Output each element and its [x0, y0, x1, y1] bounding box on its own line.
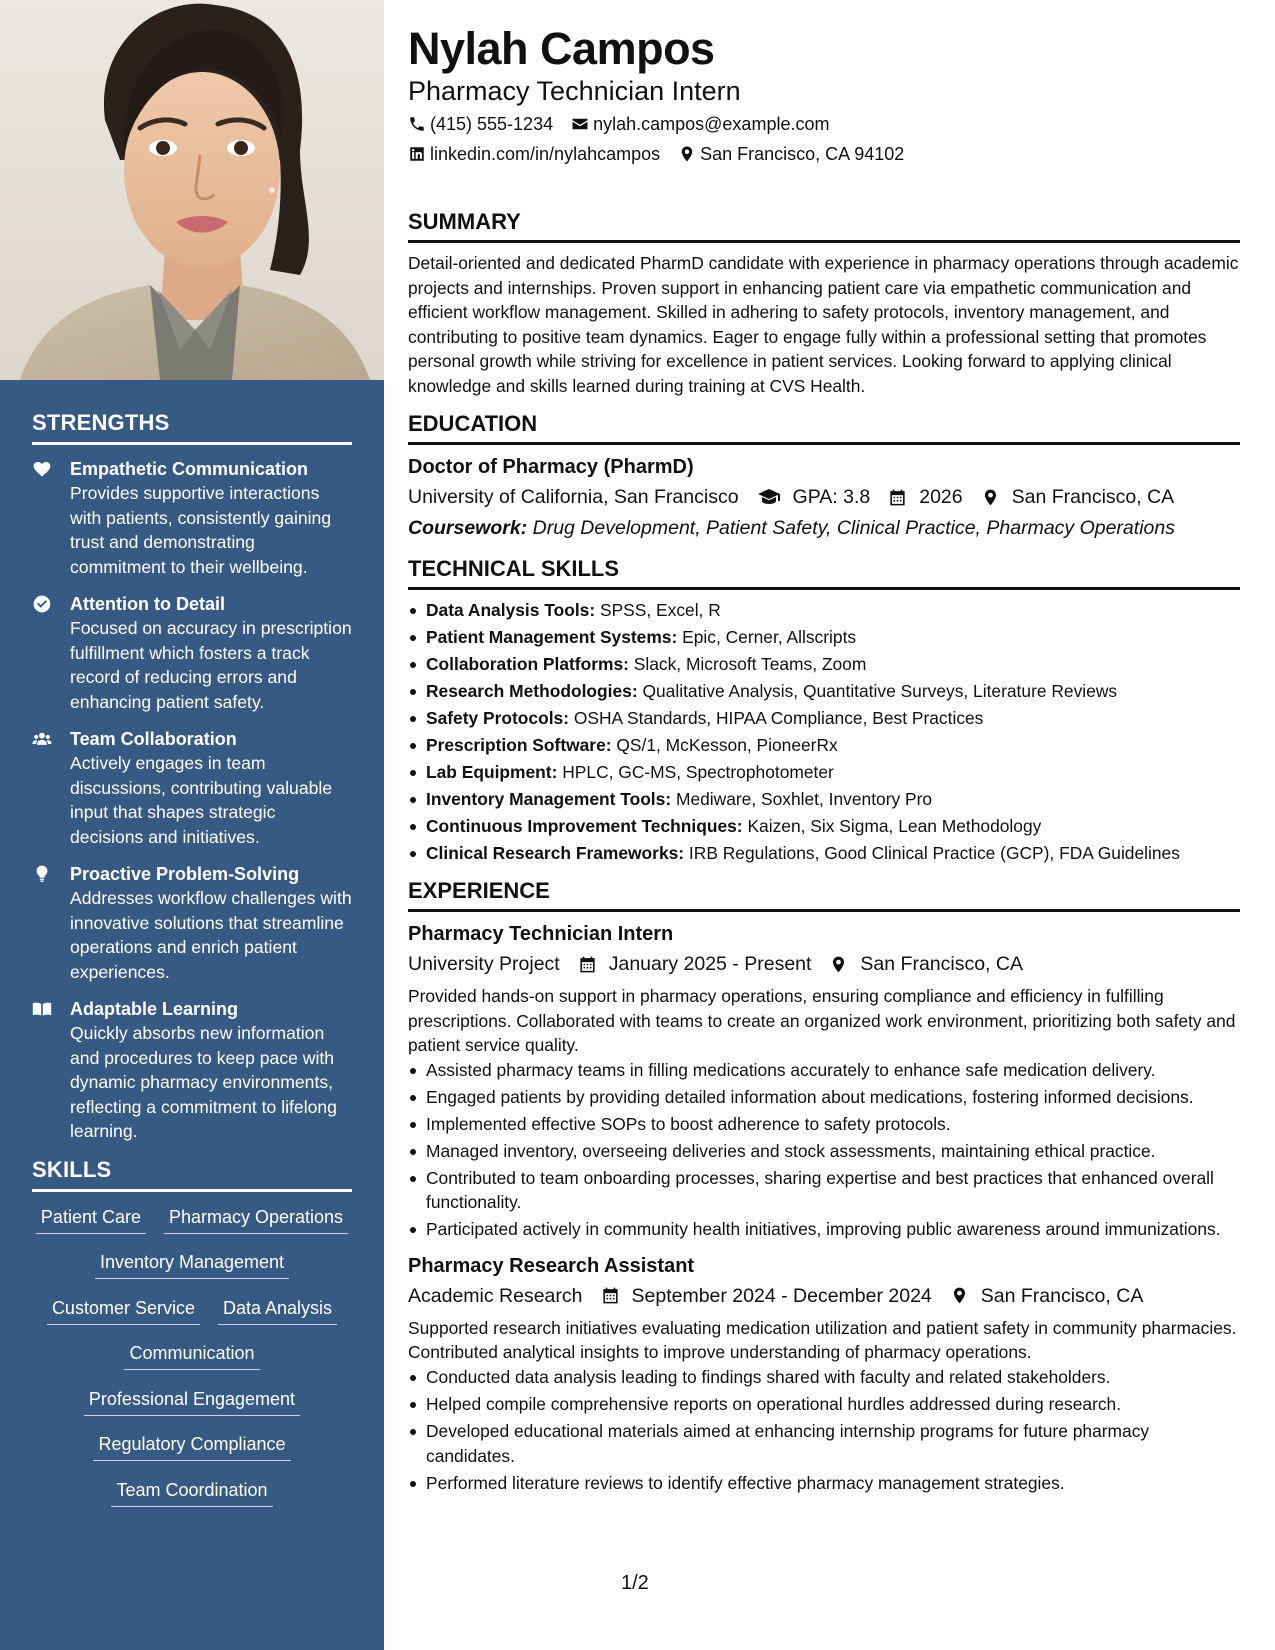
envelope-icon — [571, 115, 589, 133]
job-meta — [408, 1280, 1240, 1312]
strength-title: Team Collaboration — [70, 729, 237, 749]
list-item: Helped compile comprehensive reports on operational hurdles addressed during research. — [408, 1392, 1240, 1417]
sidebar — [0, 0, 384, 1650]
job-dates: September 2024 - December 2024 — [631, 1284, 932, 1307]
skill-category: Patient Management Systems: — [426, 627, 678, 647]
job-location: San Francisco, CA — [980, 1284, 1144, 1307]
contact-row — [408, 140, 1240, 168]
candidate-title: Pharmacy Technician Intern — [408, 76, 741, 106]
list-item: Managed inventory, overseeing deliveries and stock assessments, maintaining ethical practice. — [408, 1139, 1240, 1164]
summary-section — [408, 208, 1240, 398]
strength-description: Quickly absorbs new information and procedures to keep pace with dynamic pharmacy environments, reflecting a commitment to lifelong learning. — [70, 1023, 337, 1141]
list-item: Conducted data analysis leading to findings shared with faculty and related stakeholders. — [408, 1365, 1240, 1390]
strength-description: Actively engages in team discussions, contributing valuable input that shapes strategic decisions and initiatives. — [70, 753, 333, 847]
skill-values: Slack, Microsoft Teams, Zoom — [633, 654, 867, 674]
page-number: 1/2 — [621, 1572, 649, 1594]
skill-values: Epic, Cerner, Allscripts — [682, 627, 857, 647]
strength-description: Addresses workflow challenges with innovative solutions that streamline operations and enrich patient experiences. — [70, 888, 352, 982]
experience-section — [408, 877, 1240, 1495]
strength-title: Empathetic Communication — [70, 459, 309, 479]
profile-photo-illustration — [0, 0, 384, 380]
strength-title: Proactive Problem-Solving — [70, 864, 300, 884]
list-item — [408, 625, 1240, 649]
linkedin-icon — [408, 145, 426, 163]
list-item — [408, 733, 1240, 757]
contact-row — [408, 110, 1240, 138]
skill-tag: Team Coordination — [111, 1477, 272, 1507]
list-item: Assisted pharmacy teams in filling medications accurately to enhance safe medication delivery. — [408, 1058, 1240, 1083]
skill-category: Prescription Software: — [426, 735, 612, 755]
list-item — [408, 652, 1240, 676]
job-bullets — [408, 1058, 1240, 1242]
summary-heading: SUMMARY — [408, 208, 1240, 243]
coursework-list: Drug Development, Patient Safety, Clinical Practice, Pharmacy Operations — [532, 517, 1175, 539]
job-description: Provided hands-on support in pharmacy operations, ensuring compliance and efficiency in fulfilling prescriptions. Collaborated with teams to create an organized work environment, prioritizing both safety and patient service quality. — [408, 986, 1236, 1055]
job-bullets — [408, 1365, 1240, 1495]
phone-text: (415) 555-1234 — [430, 114, 554, 134]
strengths-heading: STRENGTHS — [32, 410, 352, 445]
job-meta — [408, 948, 1240, 980]
job-title: Pharmacy Technician Intern — [408, 923, 674, 945]
technical-skills-section — [408, 555, 1240, 865]
location-contact — [678, 140, 904, 168]
skill-tag: Customer Service — [47, 1295, 200, 1325]
strength-description: Provides supportive interactions with patients, consistently gaining trust and demonstrating commitment to their wellbeing. — [70, 483, 332, 577]
skills-list — [32, 1204, 352, 1523]
sidebar-content — [32, 410, 352, 1522]
education-heading: EDUCATION — [408, 410, 1240, 445]
skill-tag: Inventory Management — [95, 1249, 289, 1279]
map-pin-icon — [981, 488, 1000, 507]
skill-values: SPSS, Excel, R — [599, 600, 721, 620]
list-item — [408, 679, 1240, 703]
map-pin-icon — [829, 955, 848, 974]
skill-tag: Data Analysis — [218, 1295, 337, 1325]
list-item: Implemented effective SOPs to boost adherence to safety protocols. — [408, 1112, 1240, 1137]
skill-values: IRB Regulations, Good Clinical Practice (GCP), FDA Guidelines — [688, 843, 1180, 863]
skill-tag: Communication — [124, 1340, 259, 1370]
coursework-label: Coursework: — [408, 517, 528, 539]
email-text: nylah.campos@example.com — [593, 114, 830, 134]
job-entry — [408, 1252, 1240, 1495]
skill-category: Inventory Management Tools: — [426, 789, 672, 809]
strength-item — [32, 862, 352, 984]
profile-photo — [0, 0, 384, 380]
graduation-cap-icon — [757, 485, 781, 509]
skill-tag: Pharmacy Operations — [164, 1204, 348, 1234]
map-pin-icon — [678, 145, 696, 163]
skill-category: Continuous Improvement Techniques: — [426, 816, 743, 836]
job-organization: Academic Research — [408, 1284, 583, 1307]
skill-values: Kaizen, Six Sigma, Lean Methodology — [747, 816, 1042, 836]
skill-values: OSHA Standards, HIPAA Compliance, Best Practices — [573, 708, 984, 728]
strength-item — [32, 997, 352, 1144]
graduation-year: 2026 — [919, 486, 963, 508]
list-item — [408, 598, 1240, 622]
technical-skills-heading: TECHNICAL SKILLS — [408, 555, 1240, 590]
skill-category: Lab Equipment: — [426, 762, 558, 782]
job-organization: University Project — [408, 953, 560, 975]
degree-title: Doctor of Pharmacy (PharmD) — [408, 456, 694, 478]
book-open-icon — [32, 999, 52, 1019]
list-item — [408, 841, 1240, 865]
skill-tag: Patient Care — [36, 1204, 146, 1234]
skill-values: HPLC, GC-MS, Spectrophotometer — [562, 762, 834, 782]
list-item — [408, 760, 1240, 784]
list-item — [408, 706, 1240, 730]
skill-values: QS/1, McKesson, PioneerRx — [616, 735, 838, 755]
candidate-name: Nylah Campos — [408, 23, 715, 74]
skill-values: Mediware, Soxhlet, Inventory Pro — [675, 789, 933, 809]
job-dates: January 2025 - Present — [608, 953, 812, 975]
skills-heading: SKILLS — [32, 1157, 352, 1192]
education-section — [408, 410, 1240, 543]
list-item: Performed literature reviews to identify effective pharmacy management strategies. — [408, 1471, 1240, 1496]
strength-item — [32, 727, 352, 849]
job-entry — [408, 920, 1240, 1242]
gpa-text: GPA: 3.8 — [792, 486, 871, 508]
phone-icon — [408, 115, 426, 133]
skill-category: Collaboration Platforms: — [426, 654, 629, 674]
linkedin-contact[interactable] — [408, 140, 660, 168]
education-location: San Francisco, CA — [1011, 486, 1175, 508]
users-icon — [32, 729, 52, 749]
strength-item — [32, 457, 352, 579]
skill-category: Safety Protocols: — [426, 708, 570, 728]
skill-values: Qualitative Analysis, Quantitative Surveys, Literature Reviews — [642, 681, 1118, 701]
skill-category: Research Methodologies: — [426, 681, 638, 701]
job-description: Supported research initiatives evaluating medication utilization and patient safety in community pharmacies. Contributed analytical insights to improve understanding of pharmacy operations. — [408, 1317, 1237, 1363]
email-contact[interactable] — [571, 110, 829, 138]
check-circle-icon — [32, 594, 52, 614]
strength-title: Attention to Detail — [70, 594, 225, 614]
strength-title: Adaptable Learning — [70, 999, 239, 1019]
list-item: Developed educational materials aimed at enhancing internship programs for future pharmacy candidates. — [408, 1419, 1240, 1468]
list-item — [408, 814, 1240, 838]
list-item: Contributed to team onboarding processes, sharing expertise and best practices that enhanced overall functionality. — [408, 1166, 1240, 1215]
calendar-icon — [888, 488, 907, 507]
job-location: San Francisco, CA — [860, 953, 1023, 975]
map-pin-icon — [950, 1286, 969, 1305]
education-meta — [408, 481, 1240, 513]
experience-heading: EXPERIENCE — [408, 877, 1240, 912]
coursework — [408, 513, 1240, 543]
skill-category: Clinical Research Frameworks: — [426, 843, 685, 863]
job-title: Pharmacy Research Assistant — [408, 1254, 695, 1277]
skill-tag: Professional Engagement — [84, 1386, 300, 1416]
technical-skills-list — [408, 598, 1240, 865]
heart-icon — [32, 459, 52, 479]
list-item — [408, 787, 1240, 811]
list-item: Participated actively in community health initiatives, improving public awareness around immunizations. — [408, 1217, 1240, 1242]
linkedin-text: linkedin.com/in/nylahcampos — [430, 144, 661, 164]
phone-contact[interactable] — [408, 110, 553, 138]
school-name: University of California, San Francisco — [408, 486, 739, 508]
strength-item — [32, 592, 352, 714]
calendar-icon — [578, 955, 597, 974]
summary-text: Detail-oriented and dedicated PharmD candidate with experience in pharmacy operations through academic projects and internships. Proven support in enhancing patient care via empathetic communication and efficient workflow management. Skilled in adhering to safety protocols, inventory management, and contributing to positive team dynamics. Eager to engage fully within a professional setting that promotes personal growth while striving for excellence in patient services. Looking forward to applying clinical knowledge and skills learned during training at CVS Health. — [408, 253, 1239, 396]
lightbulb-icon — [32, 864, 52, 884]
skill-tag: Regulatory Compliance — [93, 1431, 290, 1461]
location-text: San Francisco, CA 94102 — [700, 144, 905, 164]
list-item: Engaged patients by providing detailed information about medications, fostering informed decisions. — [408, 1085, 1240, 1110]
main-content — [408, 22, 1240, 1498]
calendar-icon — [601, 1286, 620, 1305]
skill-category: Data Analysis Tools: — [426, 600, 596, 620]
strength-description: Focused on accuracy in prescription fulfillment which fosters a track record of reducing errors and enhancing patient safety. — [70, 618, 352, 712]
